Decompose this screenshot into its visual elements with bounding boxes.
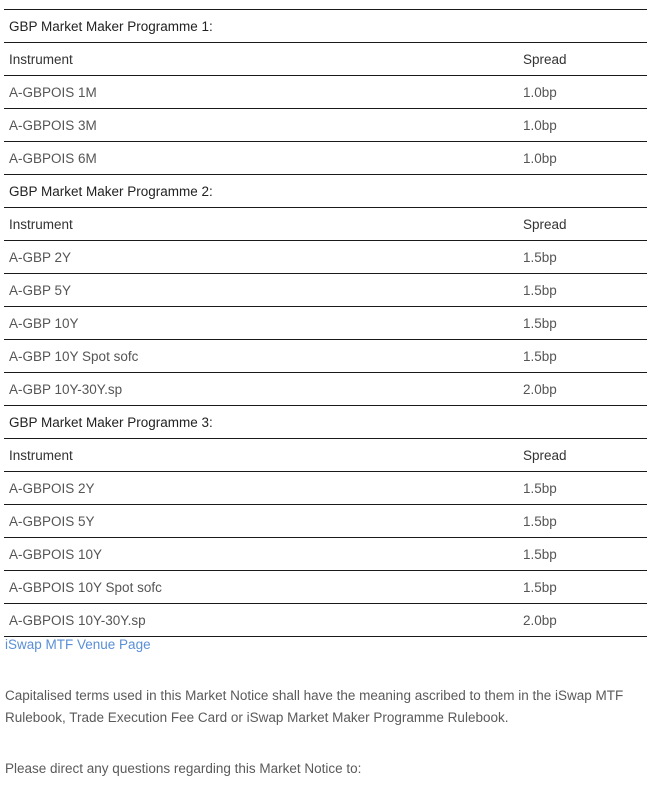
table-header-row [4, 43, 647, 76]
table-row [4, 109, 647, 142]
instrument-cell: A-GBPOIS 10Y Spot sofc [4, 571, 518, 604]
table-row [4, 472, 647, 505]
table-header-row [4, 208, 647, 241]
programme-title-row [4, 10, 647, 43]
programme-title-row [4, 406, 647, 439]
programme-title: GBP Market Maker Programme 2: [4, 175, 518, 208]
programme-title: GBP Market Maker Programme 1: [4, 10, 518, 43]
spread-cell: 1.5bp [518, 274, 647, 307]
table-row [4, 505, 647, 538]
programme-title-spacer [518, 10, 647, 43]
instrument-cell: A-GBPOIS 2Y [4, 472, 518, 505]
table-row [4, 340, 647, 373]
contact-paragraph: Please direct any questions regarding this Market Notice to: [5, 761, 362, 776]
instrument-cell: A-GBPOIS 5Y [4, 505, 518, 538]
spread-cell: 1.5bp [518, 340, 647, 373]
instrument-cell: A-GBP 10Y [4, 307, 518, 340]
programme-title-spacer [518, 175, 647, 208]
spread-cell: 2.0bp [518, 604, 647, 637]
instrument-header: Instrument [4, 43, 518, 76]
spread-header: Spread [518, 208, 647, 241]
instrument-cell: A-GBP 10Y Spot sofc [4, 340, 518, 373]
instrument-header: Instrument [4, 439, 518, 472]
table-row [4, 373, 647, 406]
spread-table-body [4, 10, 647, 637]
spread-cell: 1.0bp [518, 109, 647, 142]
spread-cell: 1.0bp [518, 142, 647, 175]
spread-cell: 1.5bp [518, 472, 647, 505]
venue-page-link[interactable]: iSwap MTF Venue Page [5, 637, 151, 652]
instrument-cell: A-GBP 5Y [4, 274, 518, 307]
instrument-cell: A-GBPOIS 10Y [4, 538, 518, 571]
programme-title-row [4, 175, 647, 208]
programme-title-spacer [518, 406, 647, 439]
table-row [4, 76, 647, 109]
table-row [4, 142, 647, 175]
spread-cell: 1.5bp [518, 505, 647, 538]
instrument-header: Instrument [4, 208, 518, 241]
instrument-cell: A-GBPOIS 6M [4, 142, 518, 175]
spread-header: Spread [518, 439, 647, 472]
table-row [4, 604, 647, 637]
instrument-cell: A-GBP 10Y-30Y.sp [4, 373, 518, 406]
terms-paragraph: Capitalised terms used in this Market Notice shall have the meaning ascribed to them in the iSwap MTF Rulebook, Trade Execution Fee Card or iSwap Market Maker Programme Rulebook. [5, 688, 624, 725]
spread-table [4, 9, 647, 637]
spread-cell: 1.5bp [518, 538, 647, 571]
table-row [4, 241, 647, 274]
table-row [4, 307, 647, 340]
spread-cell: 1.5bp [518, 571, 647, 604]
spread-cell: 1.5bp [518, 307, 647, 340]
instrument-cell: A-GBP 2Y [4, 241, 518, 274]
table-header-row [4, 439, 647, 472]
spread-cell: 1.0bp [518, 76, 647, 109]
table-row [4, 538, 647, 571]
spread-cell: 2.0bp [518, 373, 647, 406]
table-row [4, 274, 647, 307]
spread-cell: 1.5bp [518, 241, 647, 274]
spread-header: Spread [518, 43, 647, 76]
programme-title: GBP Market Maker Programme 3: [4, 406, 518, 439]
instrument-cell: A-GBPOIS 1M [4, 76, 518, 109]
instrument-cell: A-GBPOIS 10Y-30Y.sp [4, 604, 518, 637]
instrument-cell: A-GBPOIS 3M [4, 109, 518, 142]
table-row [4, 571, 647, 604]
